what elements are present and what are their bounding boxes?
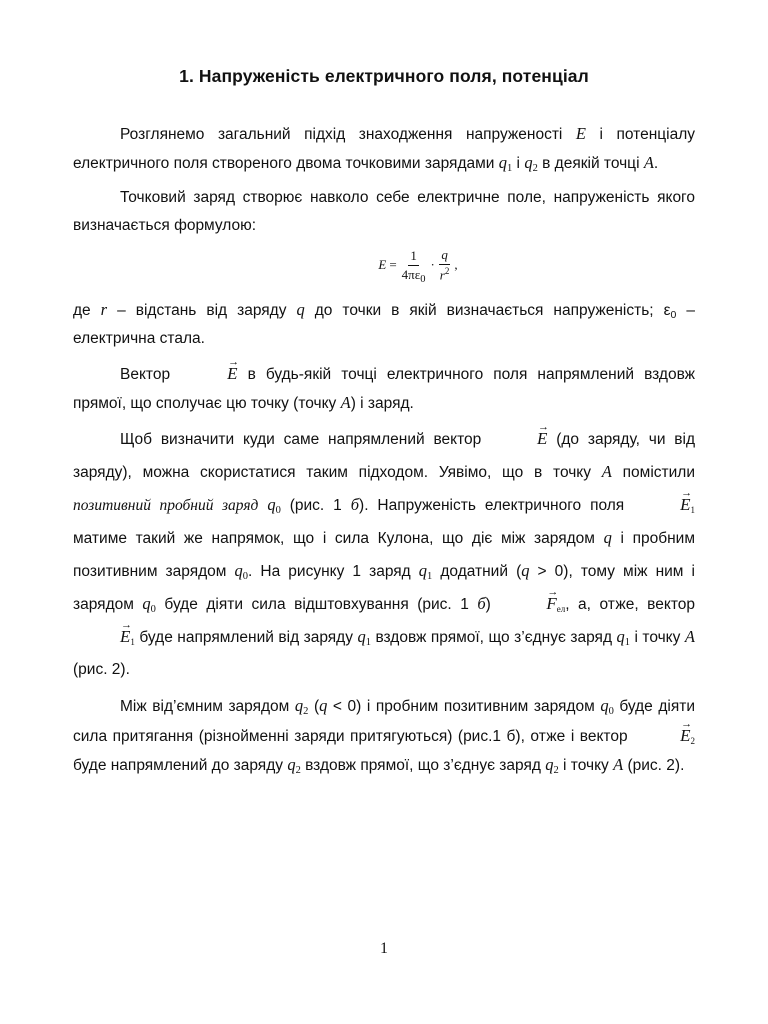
formula-dot: · [430,257,435,273]
symbol-q: q [603,528,612,547]
paragraph-test-charge: Щоб визначити куди саме напрямлений вектор → E (до заряду, чи від заряду), можна скористатися таким підходом. Уявімо, що в точку A помістили позитивний пробний заряд $q_0$ (рис. 1 б). Напруженість електричного поля → $E_1$ матиме такий же напрямок, що і сила Кулона, що діє між зарядом q і пробним позитивним зарядом $q_0$. На рисунку 1 заряд $q_1$ додатний (q > 0), тому між ним і зарядом $q_0$ буде діяти сила відштовхування (рис. 1 б) → $F_{ел}$, а, отже, вектор → $E_1$ буде напрямлений від заряду $q_1$ вздовж прямої, що з’єднує заряд $q_1$ і точку A (рис. 2). [73,421,696,678]
symbol-A: A [643,153,654,172]
paragraph-definitions: де r – відстань від заряду q до точки в якій визначається напруженість; $\varepsilon_0$ – електрична стала. [73,300,695,347]
symbol-q2: $q_2$ [524,153,538,174]
formula-comma: , [454,257,458,273]
vector-E: → E [227,356,240,383]
symbol-q1: $q_1$ [498,153,513,174]
symbol-q1: $q_1$ [418,561,433,582]
symbol-A: A [684,627,695,646]
formula-block [73,242,695,294]
symbol-q: q [296,300,305,319]
symbol-q2: $q_2$ [294,696,309,717]
symbol-q0: $q_0$ [234,561,249,582]
paragraph-negative-charge: Між від’ємним зарядом $q_2$ (q < 0) і пробним позитивним зарядом $q_0$ буде діяти сила притягання (різнойменні заряди притягуються) (рис.1 б), отже і вектор → $E_2$ буде напрямлений до заряду $q_2$ вздовж прямої, що з’єднує заряд $q_2$ і точку A (рис. 2). [73,696,696,776]
symbol-q1: $q_1$ [616,627,630,648]
symbol-q0: $q_0$ [267,495,281,516]
paragraph-vector-direction: Вектор → E в будь-якій точці електричного поля напрямлений вздовж прямої, що сполучає цю точку (точку A) і заряд. [73,356,695,412]
formula-fraction-charge: $\frac{q}{r^2}$ [439,247,450,283]
formula-equals: = [389,257,397,273]
figure-ref-b: б [350,495,360,514]
text-run: і [512,155,525,172]
paragraph-point-charge: Точковий заряд створює навколо себе електричне поле, напруженість якого визначається формулою: [73,189,695,234]
text-run: Розглянемо загальний підхід знаходження напруженості [120,126,576,143]
formula-fraction-constant: $\frac{1}{4\pi\varepsilon_0}$ [401,247,426,285]
symbol-r: r [100,300,108,319]
symbol-q0: $q_0$ [600,696,614,717]
symbol-q2: $q_2$ [545,755,559,776]
document-body [73,120,695,780]
symbol-q: q [521,561,530,580]
text-run: в деякій точці [537,155,644,172]
symbol-q: q [319,696,328,715]
text-run: і потенціалу електричного поля створеного двома точковими зарядами [73,126,695,172]
italic-phrase: позитивний пробний заряд [73,497,259,514]
symbol-A: A [613,755,624,774]
coulomb-field-formula [378,248,457,283]
paragraph-intro: Розглянемо загальний підхід знаходження напруженості E і потенціалу електричного поля створеного двома точковими зарядами $q_1$ і $q_2$ в деякій точці A. [73,124,695,174]
vector-E1: → $E_1$ [120,619,135,647]
symbol-q2: $q_2$ [287,755,301,776]
symbol-A: A [601,462,612,481]
page-number: 1 [380,940,388,957]
figure-ref-b: б [477,594,486,613]
symbol-A: A [340,393,351,412]
symbol-q1: $q_1$ [357,627,371,648]
formula-lhs: E [378,257,387,273]
page-title: 1. Напруженість електричного поля, потенціал [179,66,589,86]
vector-E: → E [537,421,550,448]
vector-F-el: → $F_{ел}$ [546,586,566,614]
symbol-q0: $q_0$ [142,594,156,615]
vector-E2: → $E_2$ [680,718,695,746]
vector-E1: → $E_1$ [680,487,696,515]
symbol-E: E [575,124,586,143]
